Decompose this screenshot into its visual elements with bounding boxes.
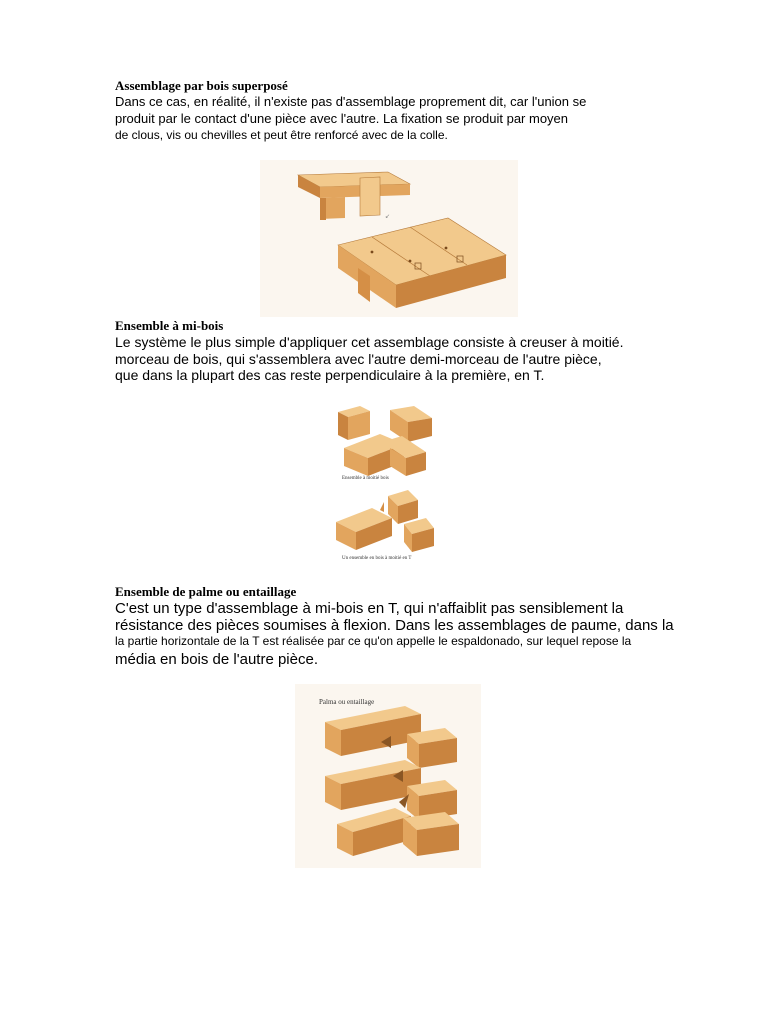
section-title-mi-bois: Ensemble à mi-bois [115,318,224,333]
figure-half-lap-joint [332,400,440,568]
text-line: produit par le contact d'une pièce avec l'autre. La fixation se produit par moyen [115,110,569,126]
text-line: Dans ce cas, en réalité, il n'existe pas d'assemblage proprement dit, car l'union se [115,94,587,109]
text-line: morceau de bois, qui s'assemblera avec l'autre demi-morceau de l'autre pièce, [115,350,602,367]
section-title-palme: Ensemble de palme ou entaillage [115,584,297,599]
section-title-superpose: Assemblage par bois superposé [115,78,288,93]
svg-text:↙: ↙ [385,214,391,220]
text-line: de clous, vis ou chevilles et peut être renforcé avec de la colle. [115,128,448,142]
figure-caption: Palma ou entaillage [319,698,375,706]
text-line: la partie horizontale de la T est réalisée par ce qu'on appelle le espaldonado, sur lequel repose la [115,634,632,648]
text-line: que dans la plupart des cas reste perpendiculaire à la première, en T. [115,367,545,383]
text-line: résistance des pièces soumises à flexion. Dans les assemblages de paume, dans la [115,617,674,634]
figure-caption: Ensemble à moitié bois [342,476,389,481]
section-text-palme [115,600,674,668]
section-text-superpose [115,94,586,144]
text-line: Le système le plus simple d'appliquer cet assemblage consiste à creuser à moitié. [115,334,624,350]
figure-superposed-joint [260,160,518,317]
text-line: média en bois de l'autre pièce. [115,651,318,668]
section-text-mi-bois [115,334,623,384]
text-line: C'est un type d'assemblage à mi-bois en T, qui n'affaiblit pas sensiblement la [115,600,624,617]
figure-caption: Un ensemble en bois à moitié en T [342,556,412,561]
figure-palm-joint [295,684,481,868]
